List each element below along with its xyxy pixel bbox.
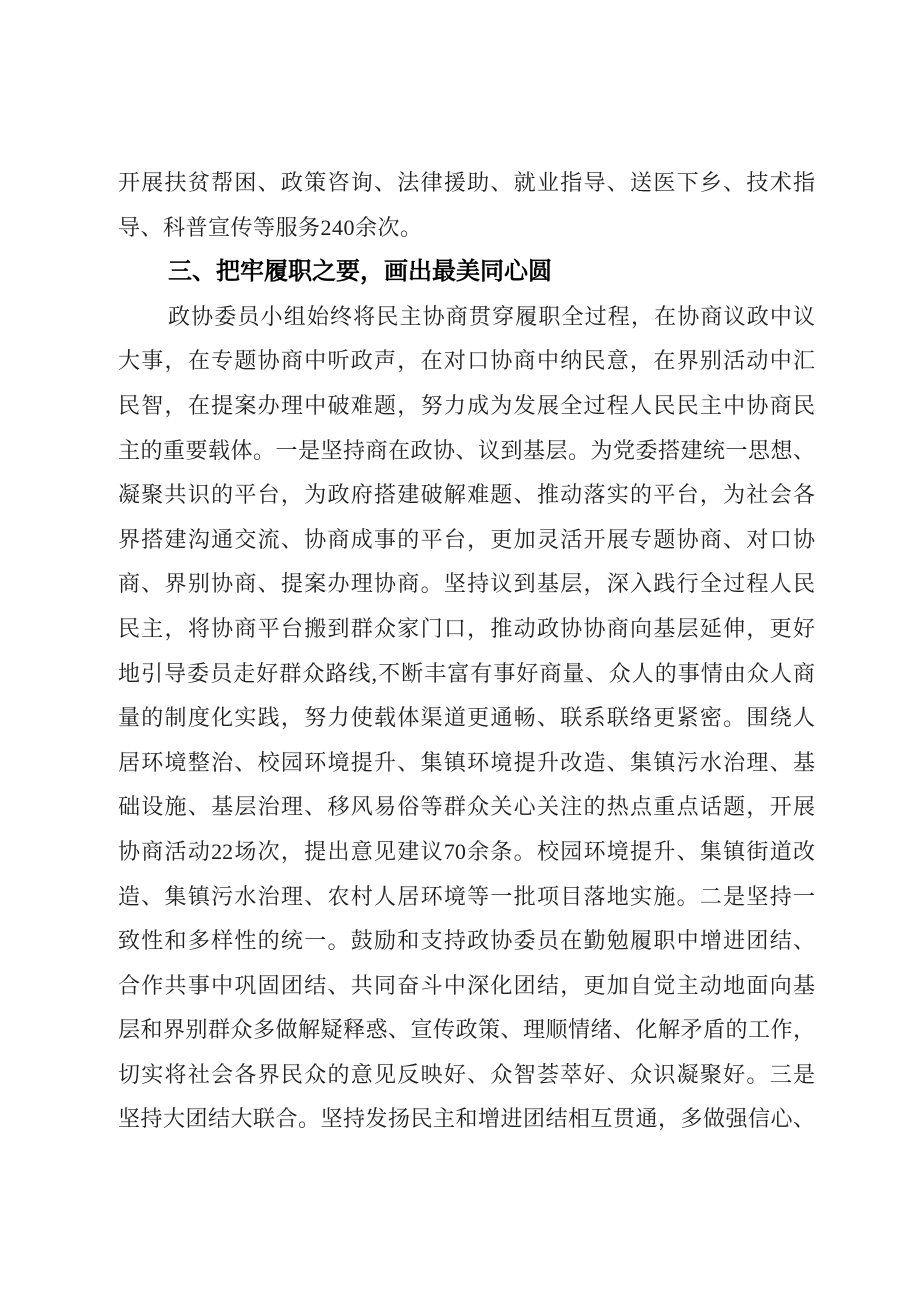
text-line: 政协委员小组始终将民主协商贯穿履职全过程，在协商议政中议 <box>168 303 815 329</box>
text-line: 民智，在提案办理中破难题，努力成为发展全过程人民民主中协商民 <box>118 392 815 418</box>
text-line: 民主，将协商平台搬到群众家门口，推动政协协商向基层延伸，更好 <box>118 615 815 641</box>
text-line: 大事，在专题协商中听政声，在对口协商中纳民意，在界别活动中汇 <box>118 348 815 374</box>
text-line: 协商活动22场次，提出意见建议70余条。校园环境提升、集镇街道改 <box>118 838 815 864</box>
text-line: 坚持大团结大联合。坚持发扬民主和增进团结相互贯通，多做强信心、 <box>118 1106 815 1132</box>
text-line: 造、集镇污水治理、农村人居环境等一批项目落地实施。二是坚持一 <box>118 883 815 909</box>
document-content <box>118 161 815 1142</box>
text-line: 居环境整治、校园环境提升、集镇环境提升改造、集镇污水治理、基 <box>118 749 815 775</box>
text-line: 导、科普宣传等服务240余次。 <box>118 214 423 240</box>
text-line: 致性和多样性的统一。鼓励和支持政协委员在勤勉履职中增进团结、 <box>118 928 815 954</box>
text-line: 开展扶贫帮困、政策咨询、法律援助、就业指导、送医下乡、技术指 <box>118 170 815 195</box>
text-line: 地引导委员走好群众路线,不断丰富有事好商量、众人的事情由众人商 <box>118 660 815 686</box>
text-line: 界搭建沟通交流、协商成事的平台，更加灵活开展专题协商、对口协 <box>118 526 815 552</box>
text-line: 础设施、基层治理、移风易俗等群众关心关注的热点重点话题，开展 <box>118 794 815 820</box>
text-line: 切实将社会各界民众的意见反映好、众智荟萃好、众识凝聚好。三是 <box>118 1061 815 1087</box>
text-line: 层和界别群众多做解疑释惑、宣传政策、理顺情绪、化解矛盾的工作， <box>118 1017 815 1043</box>
text-line: 商、界别协商、提案办理协商。坚持议到基层，深入践行全过程人民 <box>118 571 815 597</box>
text-line: 量的制度化实践，努力使载体渠道更通畅、联系联络更紧密。围绕人 <box>118 705 815 731</box>
text-line: 合作共事中巩固团结、共同奋斗中深化团结，更加自觉主动地面向基 <box>118 972 815 998</box>
text-line: 主的重要载体。一是坚持商在政协、议到基层。为党委搭建统一思想、 <box>118 437 815 463</box>
text-line: 凝聚共识的平台，为政府搭建破解难题、推动落实的平台，为社会各 <box>118 482 815 508</box>
section-heading: 三、把牢履职之要，画出最美同心圆 <box>168 258 552 286</box>
